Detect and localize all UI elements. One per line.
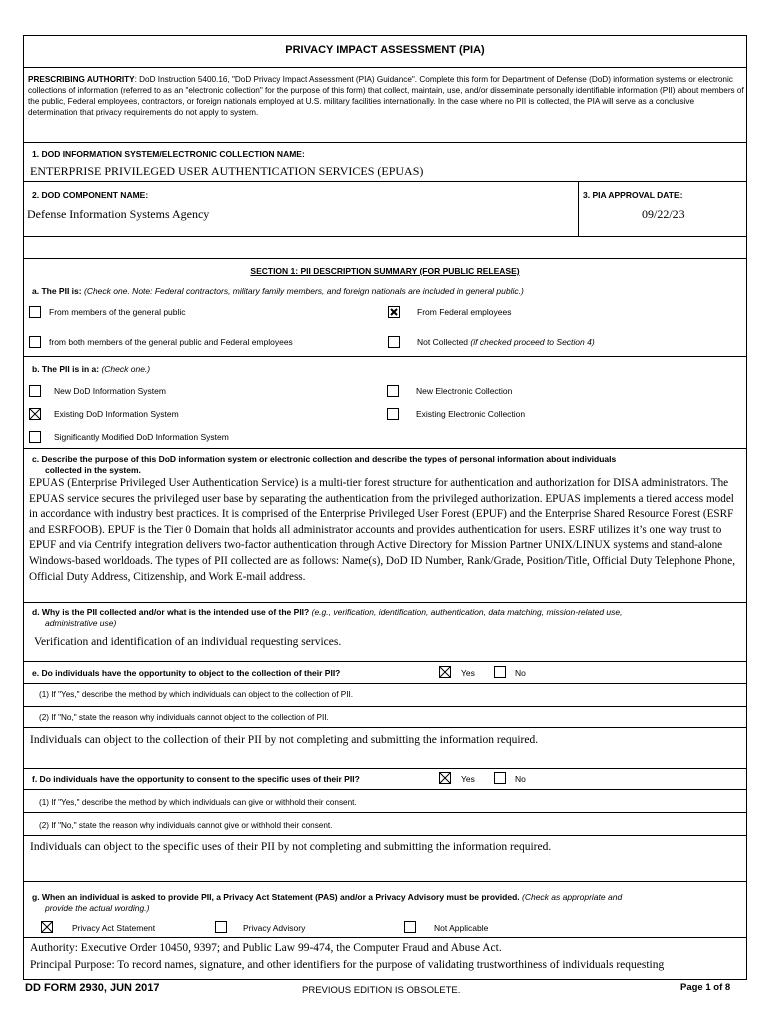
divider	[24, 142, 746, 143]
divider	[24, 181, 746, 182]
sub-e-1: (1) If "Yes," describe the method by which individuals can object to the collection of PII.	[39, 690, 354, 699]
answer-f[interactable]: Individuals can object to the specific uses of their PII by not completing and submitting the information required.	[30, 841, 552, 853]
sub-f-2: (2) If "No," state the reason why individuals cannot give or withhold their consent.	[39, 821, 333, 830]
checkbox-existing-collection[interactable]	[387, 408, 399, 420]
question-g: g. When an individual is asked to provide PII, a Privacy Act Statement (PAS) and/or a Privacy Advisory must be provided. (Check as appropriate and	[32, 892, 623, 902]
answer-d[interactable]: Verification and identification of an individual requesting services.	[34, 636, 342, 648]
divider	[24, 448, 746, 449]
divider	[24, 937, 746, 938]
label-not-collected: Not Collected (if checked proceed to Section 4)	[417, 337, 595, 347]
label-new-system: New DoD Information System	[54, 386, 166, 396]
question-d: d. Why is the PII collected and/or what is the intended use of the PII? (e.g., verification, identification, authentication, data matching, mission-related use,	[32, 607, 623, 617]
checkbox-both[interactable]	[29, 336, 41, 348]
prescribing-label: PRESCRIBING AUTHORITY	[28, 75, 135, 84]
field2-value[interactable]: Defense Information Systems Agency	[27, 207, 210, 221]
divider	[578, 181, 579, 236]
label-modified-system: Significantly Modified DoD Information System	[54, 432, 229, 442]
label-existing-collection: Existing Electronic Collection	[416, 409, 526, 419]
question-f: f. Do individuals have the opportunity to consent to the specific uses of their PII?	[32, 774, 360, 784]
edition-note: PREVIOUS EDITION IS OBSOLETE.	[302, 985, 461, 996]
question-c-cont: collected in the system.	[45, 465, 141, 475]
label-not-applicable: Not Applicable	[434, 923, 489, 933]
checkbox-existing-system[interactable]	[29, 408, 41, 420]
divider	[24, 835, 746, 836]
answer-c[interactable]: EPUAS (Enterprise Privileged User Authentication Service) is a multi-tier forest structure for authentication and authorization for DISA administrators. The EPUAS service secures the privileged user base by separating the authentication from the privileged authorization. EPUAS implements a tiered access model in accordance with industry best practices. It is comprised of the Enterprise Privileged User Forest (EPUF) and the Enterprise Shared Resource Forest (ESRF and ESRFOOB). EPUF is the Tier 0 Domain that holds all administrator accounts and provides authentication for users. ESRF utilizes it’s one way trust to EPUF and via Centrify integration delivers two-factor authentication through Active Directory for Mission Partner UNIX/LINUX systems and stand-alone Windows-based worldoads. The types of PII collected are as follows: Name(s), DoD ID Number, Rank/Grade, Position/Title, Official Duty Telephone Phone, Official Duty Address, Citizenship, and Work E-mail address.	[29, 477, 735, 583]
label-advisory: Privacy Advisory	[243, 923, 306, 933]
divider	[24, 706, 746, 707]
divider	[24, 812, 746, 813]
field3-label: 3. PIA APPROVAL DATE:	[583, 190, 683, 200]
question-e: e. Do individuals have the opportunity to object to the collection of their PII?	[32, 668, 341, 678]
divider	[24, 768, 746, 769]
label-existing-system: Existing DoD Information System	[54, 409, 179, 419]
divider	[24, 661, 746, 662]
checkbox-f-no[interactable]	[494, 772, 506, 784]
divider	[24, 683, 746, 684]
question-g-cont: provide the actual wording.)	[45, 903, 150, 913]
pia-form	[23, 35, 747, 980]
divider	[24, 236, 746, 237]
checkbox-general-public[interactable]	[29, 306, 41, 318]
sub-e-2: (2) If "No," state the reason why individuals cannot object to the collection of PII.	[39, 713, 329, 722]
divider	[24, 67, 746, 68]
prescribing-text: : DoD Instruction 5400.16, "DoD Privacy Impact Assessment (PIA) Guidance". Complete this form for Department of Defense (DoD) information systems or electronic collections of information (referred to as an "electronic collection" for the purpose of this form) that collect, maintain, use, and/or disseminate personally identifiable information (PII) about members of the public, Federal employees, contractors, or foreign nationals employed at U.S. military facilities internationally. In the case where no PII is collected, the PIA will serve as a conclusive determination that privacy requirements do not apply to system.	[28, 75, 744, 117]
answer-g-line1[interactable]: Authority: Executive Order 10450, 9397; and Public Law 99-474, the Computer Fraud and Abuse Act.	[30, 942, 502, 954]
checkbox-new-system[interactable]	[29, 385, 41, 397]
checkbox-f-yes[interactable]	[439, 772, 451, 784]
checkbox-pas[interactable]	[41, 921, 53, 933]
answer-g-line2[interactable]: Principal Purpose: To record names, signature, and other identifiers for the purpose of validating trustworthiness of individuals requesting	[30, 959, 665, 971]
question-d-cont: administrative use)	[45, 618, 117, 628]
divider	[24, 881, 746, 882]
checkbox-federal-employees[interactable]	[388, 306, 400, 318]
form-id: DD FORM 2930, JUN 2017	[25, 982, 160, 994]
checkbox-modified-system[interactable]	[29, 431, 41, 443]
page-number: Page 1 of 8	[680, 982, 731, 993]
question-b: b. The PII is in a: (Check one.)	[32, 364, 151, 374]
divider	[24, 602, 746, 603]
checkbox-not-collected[interactable]	[388, 336, 400, 348]
divider	[24, 258, 746, 259]
question-a: a. The PII is: (Check one. Note: Federal contractors, military family members, and foreign nationals are included in general public.)	[32, 286, 524, 296]
form-title: PRIVACY IMPACT ASSESSMENT (PIA)	[285, 44, 485, 56]
label-both: from both members of the general public and Federal employees	[49, 337, 293, 347]
label-pas: Privacy Act Statement	[72, 923, 156, 933]
field2-label: 2. DOD COMPONENT NAME:	[32, 190, 149, 200]
label-e-yes: Yes	[461, 668, 475, 678]
label-general-public: From members of the general public	[49, 307, 186, 317]
checkbox-new-collection[interactable]	[387, 385, 399, 397]
checkbox-e-no[interactable]	[494, 666, 506, 678]
checkbox-advisory[interactable]	[215, 921, 227, 933]
divider	[24, 356, 746, 357]
label-e-no: No	[515, 668, 526, 678]
label-federal-employees: From Federal employees	[417, 307, 512, 317]
field1-value[interactable]: ENTERPRISE PRIVILEGED USER AUTHENTICATION SERVICES (EPUAS)	[30, 164, 424, 178]
answer-e[interactable]: Individuals can object to the collection of their PII by not completing and submitting the information required.	[30, 734, 539, 746]
label-new-collection: New Electronic Collection	[416, 386, 513, 396]
field1-label: 1. DOD INFORMATION SYSTEM/ELECTRONIC COLLECTION NAME:	[32, 149, 305, 159]
question-c: c. Describe the purpose of this DoD information system or electronic collection and describe the types of personal information about individuals	[32, 454, 617, 464]
sub-f-1: (1) If "Yes," describe the method by which individuals can give or withhold their consent.	[39, 798, 357, 807]
field3-value[interactable]: 09/22/23	[642, 207, 685, 221]
section1-heading: SECTION 1: PII DESCRIPTION SUMMARY (FOR PUBLIC RELEASE)	[250, 266, 520, 276]
divider	[24, 727, 746, 728]
checkbox-not-applicable[interactable]	[404, 921, 416, 933]
divider	[24, 789, 746, 790]
checkbox-e-yes[interactable]	[439, 666, 451, 678]
label-f-yes: Yes	[461, 774, 475, 784]
prescribing-authority	[28, 74, 744, 118]
label-f-no: No	[515, 774, 526, 784]
